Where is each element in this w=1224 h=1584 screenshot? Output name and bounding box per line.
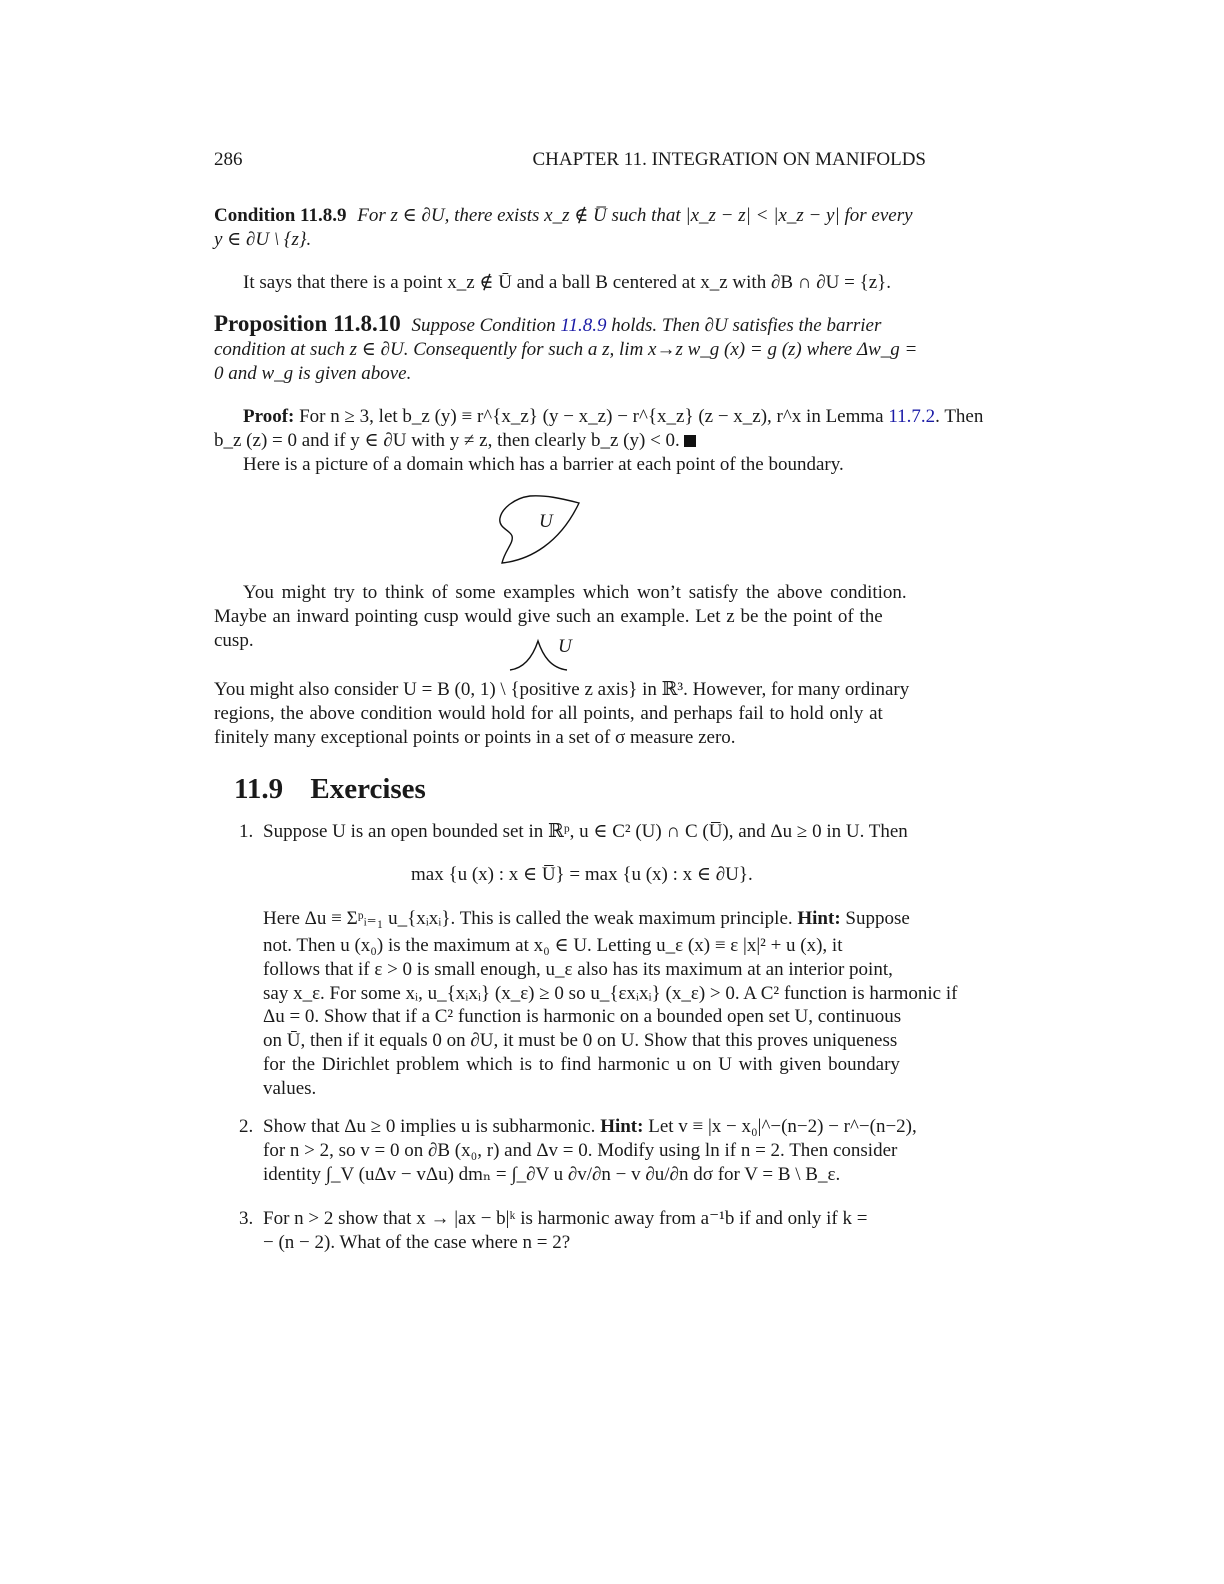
- section-title: Exercises: [310, 773, 426, 805]
- section-number: 11.9: [234, 773, 284, 805]
- exercise-1-para-line-1: [263, 907, 910, 931]
- condition-line-1: [214, 204, 913, 228]
- exercise-2-hint-label: Hint:: [600, 1116, 644, 1137]
- consider-para-line-1: You might also consider U = B (0, 1) \ {positive z axis} in ℝ³. However, for many ordinary: [214, 679, 910, 700]
- exercise-2-number: 2.: [239, 1116, 254, 1137]
- figure2-label: U: [558, 636, 572, 657]
- exercise-1-line-1: Suppose U is an open bounded set in ℝᵖ, u ∈ C² (U) ∩ C (U̅), and Δu ≥ 0 in U. Then: [263, 821, 908, 842]
- exercise-1-para-line-2: not. Then u (x₀) is the maximum at x₀ ∈ U. Letting u_ε (x) ≡ ε |x|² + u (x), it: [263, 935, 843, 956]
- exercise-1-para-line-8: values.: [263, 1078, 317, 1099]
- proof-label: Proof:: [243, 406, 295, 427]
- exercise-1-para-line-5: Δu = 0. Show that if a C² function is harmonic on a bounded open set U, continuous: [263, 1006, 902, 1027]
- proposition-ref-link[interactable]: 11.8.9: [560, 315, 607, 336]
- page-number: 286: [214, 149, 243, 170]
- exercise-1-para-line-7: for the Dirichlet problem which is to find harmonic u on U with given boundary: [263, 1054, 900, 1075]
- exercise-3-line-1: For n > 2 show that x → |ax − b|ᵏ is harmonic away from a⁻¹b if and only if k =: [263, 1208, 868, 1229]
- exercise-3-line-2: − (n − 2). What of the case where n = 2?: [263, 1232, 571, 1253]
- exercise-1-number: 1.: [239, 821, 254, 842]
- cusp-para-line-2: Maybe an inward pointing cusp would give such an example. Let z be the point of the: [214, 606, 883, 627]
- proposition-label: Proposition 11.8.10: [214, 311, 401, 336]
- qed-square-icon: [684, 435, 696, 447]
- figure1-label: U: [539, 511, 553, 532]
- cusp-para-line-3: cusp.: [214, 630, 254, 651]
- proposition-line-1: [214, 312, 881, 338]
- exercise-1-text-1b: Suppose: [845, 908, 910, 929]
- proposition-text-1a: Suppose Condition: [411, 315, 556, 336]
- section-heading: [234, 772, 426, 806]
- consider-para-line-2: regions, the above condition would hold for all points, and perhaps fail to hold only at: [214, 703, 883, 724]
- proof-text-1b: . Then: [935, 406, 984, 427]
- exercise-2-line-2: for n > 2, so v = 0 on ∂B (x₀, r) and Δv = 0. Modify using ln if n = 2. Then consider: [263, 1140, 898, 1161]
- proposition-line-3: 0 and w_g is given above.: [214, 363, 412, 384]
- proof-line-1: [243, 405, 983, 429]
- proposition-line-2: condition at such z ∈ ∂U. Consequently for such a z, lim x→z w_g (x) = g (z) where Δw_g =: [214, 339, 918, 360]
- condition-text-1: For z ∈ ∂U, there exists x_z ∉ U̅ such that |x_z − z| < |x_z − y| for every: [357, 205, 913, 226]
- cusp-para-line-1: You might try to think of some examples which won’t satisfy the above condition.: [243, 582, 907, 603]
- exercise-1-display-equation: max {u (x) : x ∈ U̅} = max {u (x) : x ∈ ∂U}.: [411, 864, 753, 885]
- exercise-1-para-line-6: on Ū, then if it equals 0 on ∂U, it must be 0 on U. Show that this proves uniqueness: [263, 1030, 898, 1051]
- proof-text-2: b_z (z) = 0 and if y ∈ ∂U with y ≠ z, then clearly b_z (y) < 0.: [214, 430, 680, 451]
- chapter-title: CHAPTER 11. INTEGRATION ON MANIFOLDS: [532, 149, 926, 170]
- proposition-text-1b: holds. Then ∂U satisfies the barrier: [611, 315, 882, 336]
- condition-explanation: It says that there is a point x_z ∉ Ū and a ball B centered at x_z with ∂B ∩ ∂U = {z}.: [243, 272, 891, 293]
- proof-line-2: [214, 429, 696, 453]
- condition-line-2: y ∈ ∂U \ {z}.: [214, 229, 312, 250]
- proof-text-1a: For n ≥ 3, let b_z (y) ≡ r^{x_z} (y − x_z) − r^{x_z} (z − x_z), r^x in Lemma: [299, 406, 884, 427]
- exercise-1-hint-label: Hint:: [797, 908, 841, 929]
- exercise-2-text-1a: Show that Δu ≥ 0 implies u is subharmonic.: [263, 1116, 596, 1137]
- exercise-3-number: 3.: [239, 1208, 254, 1229]
- picture-intro: Here is a picture of a domain which has a barrier at each point of the boundary.: [243, 454, 844, 475]
- exercise-1-para-line-4: say x_ε. For some xᵢ, u_{xᵢxᵢ} (x_ε) ≥ 0 so u_{εxᵢxᵢ} (x_ε) > 0. A C² function is harmonic if: [263, 983, 958, 1004]
- proof-ref-link[interactable]: 11.7.2: [888, 406, 936, 427]
- condition-label: Condition 11.8.9: [214, 205, 347, 226]
- exercise-2-text-1b: Let v ≡ |x − x₀|^−(n−2) − r^−(n−2),: [648, 1116, 917, 1137]
- exercise-1-text-1: Here Δu ≡ Σᵖᵢ₌₁ u_{xᵢxᵢ}. This is called the weak maximum principle.: [263, 908, 793, 929]
- consider-para-line-3: finitely many exceptional points or points in a set of σ measure zero.: [214, 727, 736, 748]
- exercise-1-para-line-3: follows that if ε > 0 is small enough, u_ε also has its maximum at an interior point,: [263, 959, 893, 980]
- exercise-2-line-3: identity ∫_V (uΔv − vΔu) dmₙ = ∫_∂V u ∂v/∂n − v ∂u/∂n dσ for V = B \ B_ε.: [263, 1164, 841, 1185]
- exercise-2-line-1: [263, 1115, 917, 1139]
